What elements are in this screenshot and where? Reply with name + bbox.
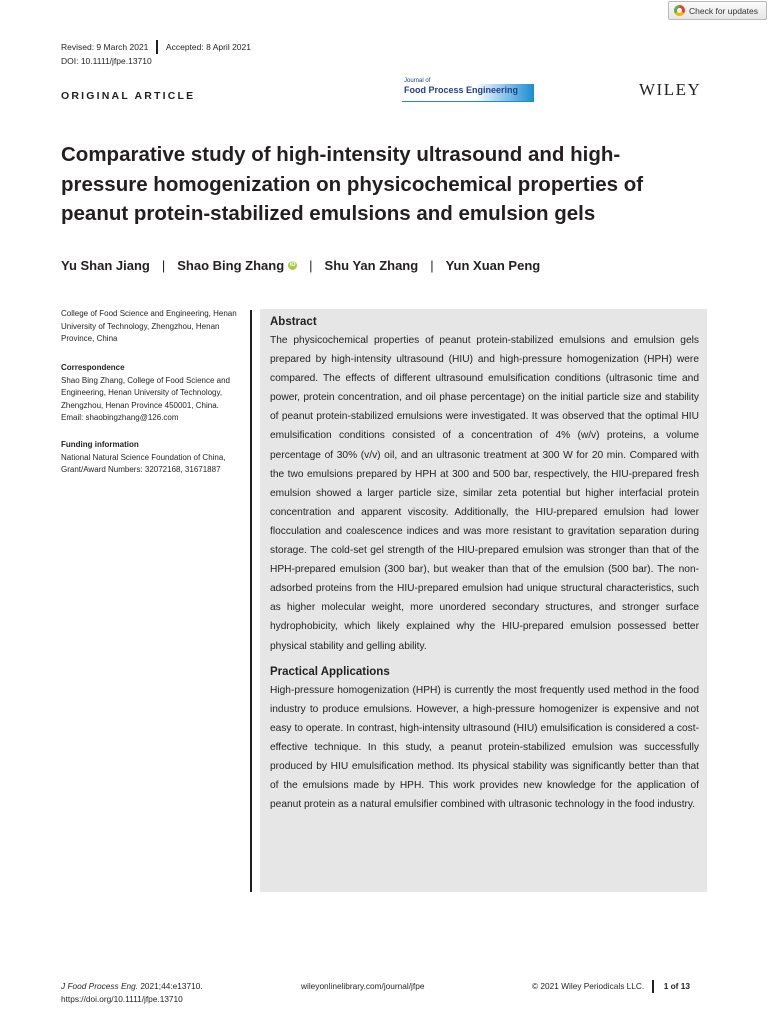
article-type: ORIGINAL ARTICLE	[61, 90, 196, 102]
footer-website[interactable]: wileyonlinelibrary.com/journal/jfpe	[301, 981, 425, 991]
abstract-text: The physicochemical properties of peanut protein-stabilized emulsions and emulsion gels prepared by high-intensity ultrasound (HIU) and high-pressure homogenization (HPH) were compared. The effects of different ultrasound emulsification conditions (ultrasonic time and power, protein concentration, and oil phase percentage) on the initial particle size and stability of peanut protein-stabilized emulsions were investigated. It was observed that the optimal HIU emulsification conditions consisted of a concentration of 4% (w/v) proteins, a volume percentage of 30% (v/v) oil, and an ultrasonic treatment at 300 W for 20 min. Compared with the two emulsions prepared by HPH at 300 and 500 bar, respectively, the HIU-prepared fresh emulsion showed a larger particle size, similar zeta potential but higher interfacial protein concentration and apparent viscosity. Additionally, the HIU-prepared emulsion had lower flocculation and coalescence indices and was more resistant to gravitation separation during storage. The cold-set gel strength of the HIU-prepared emulsion was stronger than that of the HPH-prepared emulsion (300 bar), but weaker than that of the emulsion (500 bar). The non-adsorbed proteins from the HIU-prepared emulsion had unique structural characteristics, such as higher molecular weight, more unordered secondary structures, and stronger surface hydrophobicity, which likely explained why the HIU-prepared emulsion possessed better physical stability and gelling ability.	[270, 335, 699, 652]
author-separator: |	[430, 258, 434, 273]
abstract-heading: Abstract	[270, 316, 317, 328]
author-name: Yu Shan Jiang	[61, 258, 150, 273]
column-divider	[250, 310, 252, 892]
check-updates-icon	[674, 5, 685, 16]
citation-url[interactable]: https://doi.org/10.1111/jfpe.13710	[61, 993, 183, 1004]
correspondence-heading: Correspondence	[61, 363, 125, 372]
practical-applications-text: High-pressure homogenization (HPH) is currently the most frequently used method in the food industry to produce emulsions. However, a high-pressure homogenizer is expensive and not easy to operate. In contrast, high-intensity ultrasound (HIU) emulsification is considered a cost-effective technique. In this study, a peanut protein-stabilized emulsion was successfully produced by HIU emulsification method. Its physical stability was significantly better than that of the emulsions made by HPH. This work provides new knowledge for the application of peanut protein as a natural emulsifier combined with ultrasonic technology in the food industry.	[270, 684, 699, 811]
affiliation	[61, 308, 246, 346]
footer-right	[532, 980, 690, 993]
funding-text: National Natural Science Foundation of China, Grant/Award Numbers: 32072168, 31671887	[61, 452, 226, 474]
author-list	[61, 258, 540, 273]
author-name: Shu Yan Zhang	[324, 258, 419, 273]
author-name: Shao Bing Zhang	[177, 258, 285, 273]
journal-logo-name: Food Process Engineering	[404, 85, 519, 95]
date-divider	[156, 40, 158, 54]
footer-divider	[652, 980, 654, 993]
practical-applications-heading: Practical Applications	[270, 665, 390, 678]
doi: DOI: 10.1111/jfpe.13710	[61, 56, 152, 66]
journal-logo-small: Journal of	[404, 78, 431, 84]
publisher-logo: WILEY	[639, 80, 702, 99]
check-updates-label: Check for updates	[689, 5, 758, 16]
author-separator: |	[309, 258, 313, 273]
check-for-updates-button[interactable]	[668, 1, 767, 20]
affiliation-text: College of Food Science and Engineering, Henan University of Technology, Zhengzhou, Henan Province, China	[61, 309, 237, 343]
correspondence	[61, 362, 246, 425]
citation-details: 2021;44:e13710.	[138, 981, 203, 991]
author-separator: |	[161, 258, 166, 273]
funding-info	[61, 439, 246, 477]
article-dates	[61, 40, 251, 54]
copyright: © 2021 Wiley Periodicals LLC.	[532, 981, 645, 991]
footer-citation	[61, 980, 203, 1005]
journal-logo	[402, 78, 534, 102]
orcid-icon[interactable]: iD	[289, 262, 296, 268]
funding-heading: Funding information	[61, 440, 139, 449]
page-number: 1 of 13	[663, 981, 690, 991]
revised-date: Revised: 9 March 2021	[61, 42, 149, 52]
paper-title: Comparative study of high-intensity ultrasound and high-pressure homogenization on physicochemical properties of peanut protein-stabilized emulsions and emulsion gels	[61, 143, 644, 225]
abstract-box	[260, 309, 707, 892]
author-name: Yun Xuan Peng	[445, 258, 541, 273]
accepted-date: Accepted: 8 April 2021	[165, 42, 251, 52]
citation-journal: J Food Process Eng.	[61, 981, 139, 991]
correspondence-text: Shao Bing Zhang, College of Food Science and Engineering, Henan University of Technology, Zhengzhou, Henan Province 450001, China.	[61, 375, 231, 410]
correspondence-email: Email: shaobingzhang@126.com	[61, 413, 179, 422]
